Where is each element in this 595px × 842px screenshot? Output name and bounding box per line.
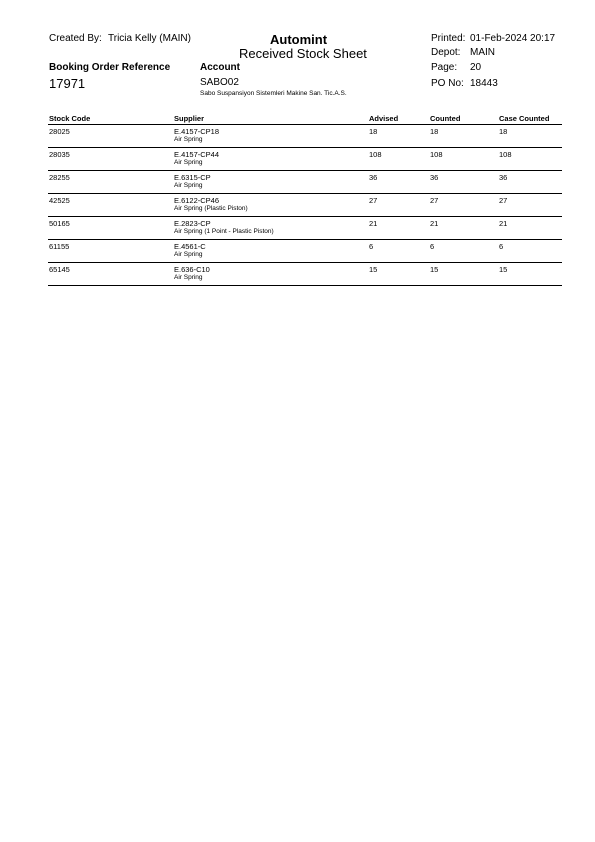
item-description: Air Spring (1 Point - Plastic Piston) [174,228,274,235]
counted-cell: 15 [430,265,439,274]
po-label: PO No: [431,78,464,89]
account-code: SABO02 [200,77,239,88]
advised-cell: 21 [369,219,378,228]
column-header-supplier: Supplier [174,114,205,123]
counted-cell: 36 [430,173,439,182]
column-header-case-counted: Case Counted [499,114,550,123]
supplier-cell [174,196,248,213]
column-header-stock-code: Stock Code [49,114,91,123]
counted-cell: 27 [430,196,439,205]
item-description: Air Spring [174,251,203,258]
supplier-cell [174,219,274,236]
stock-code-cell: 61155 [49,242,70,251]
case-counted-cell: 15 [499,265,508,274]
supplier-code: E.4561-C [174,242,206,251]
supplier-cell [174,265,210,282]
page-label: Page: [431,62,458,73]
advised-cell: 15 [369,265,378,274]
advised-cell: 36 [369,173,378,182]
counted-cell: 21 [430,219,439,228]
stock-code-cell: 28035 [49,150,70,159]
case-counted-cell: 21 [499,219,508,228]
table-row [48,263,562,286]
case-counted-cell: 6 [499,242,504,251]
item-description: Air Spring (Plastic Piston) [174,205,248,212]
stock-code-cell: 28025 [49,127,70,136]
case-counted-cell: 18 [499,127,508,136]
counted-cell: 18 [430,127,439,136]
supplier-code: E.2823-CP [174,219,211,228]
depot-value: MAIN [470,47,495,58]
item-description: Air Spring [174,159,203,166]
table-row [48,125,562,148]
advised-cell: 108 [369,150,382,159]
account-name: Sabo Suspansiyon Sistemleri Makine San. Tic.A.S. [200,90,347,97]
page-number: 20 [470,62,482,73]
booking-ref-value: 17971 [49,76,86,91]
company-name: Automint [270,32,328,47]
supplier-cell [174,150,219,167]
account-label: Account [200,62,240,73]
table-row [48,194,562,217]
booking-ref-label: Booking Order Reference [49,62,171,73]
supplier-code: E.6122-CP46 [174,196,220,205]
printed-label: Printed: [431,33,466,44]
item-description: Air Spring [174,182,203,189]
depot-label: Depot: [431,47,461,58]
advised-cell: 6 [369,242,374,251]
table-row [48,240,562,263]
supplier-cell [174,173,211,190]
created-by-value: Tricia Kelly (MAIN) [108,33,191,44]
supplier-code: E.636-C10 [174,265,210,274]
stock-code-cell: 28255 [49,173,70,182]
advised-cell: 18 [369,127,378,136]
table-row [48,217,562,240]
table-row [48,171,562,194]
supplier-code: E.6315-CP [174,173,211,182]
stock-code-cell: 50165 [49,219,70,228]
case-counted-cell: 108 [499,150,512,159]
column-header-counted: Counted [430,114,461,123]
supplier-cell [174,127,219,144]
column-header-advised: Advised [369,114,399,123]
advised-cell: 27 [369,196,378,205]
supplier-cell [174,242,206,259]
item-description: Air Spring [174,136,203,143]
case-counted-cell: 36 [499,173,508,182]
stock-table [48,113,562,286]
stock-code-cell: 42525 [49,196,70,205]
supplier-code: E.4157-CP44 [174,150,220,159]
po-number: 18443 [470,78,498,89]
created-by-label: Created By: [49,33,102,44]
printed-value: 01-Feb-2024 20:17 [470,33,556,44]
item-description: Air Spring [174,274,203,281]
table-row [48,148,562,171]
stock-code-cell: 65145 [49,265,70,274]
case-counted-cell: 27 [499,196,508,205]
table-header [48,113,562,125]
page-title: Received Stock Sheet [239,46,367,61]
counted-cell: 108 [430,150,443,159]
supplier-code: E.4157-CP18 [174,127,220,136]
counted-cell: 6 [430,242,435,251]
